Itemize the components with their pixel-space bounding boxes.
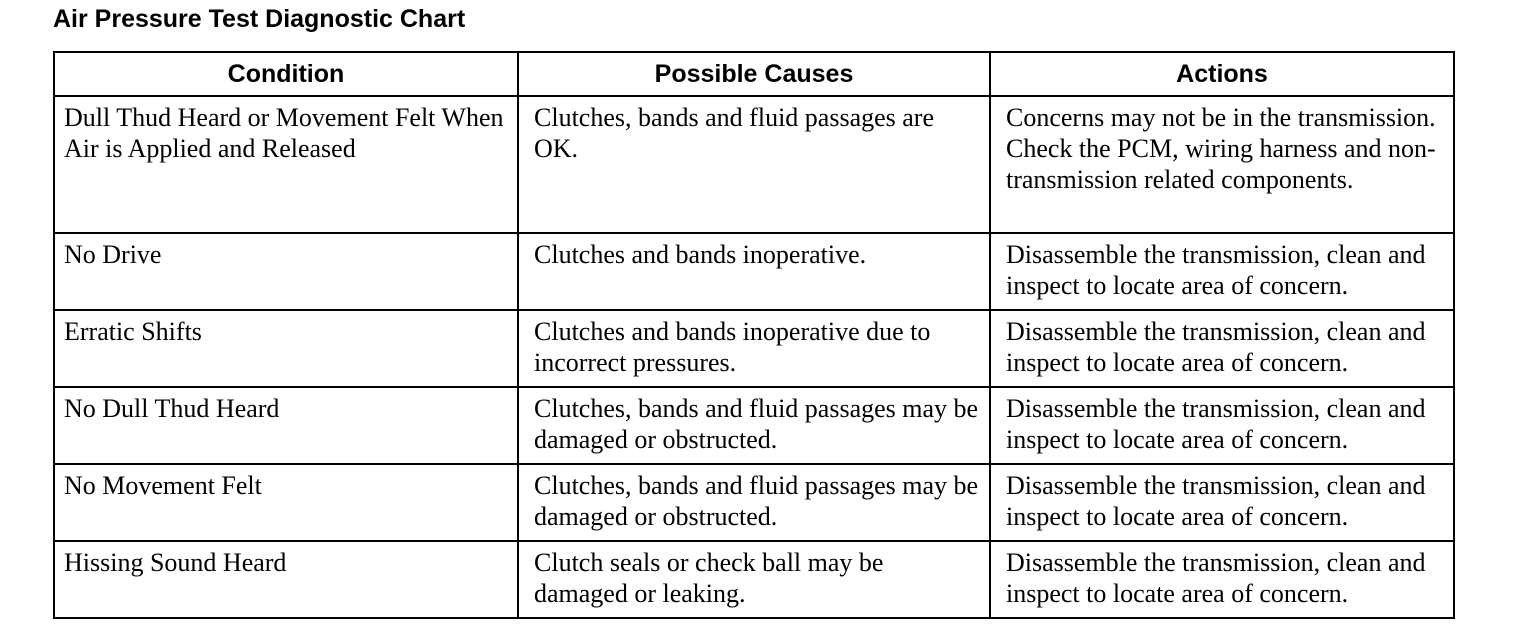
condition-cell: No Drive: [54, 233, 518, 310]
condition-cell: Erratic Shifts: [54, 310, 518, 387]
cause-cell: Clutches and bands inoperative due to incorrect pressures.: [518, 310, 990, 387]
cause-cell: Clutches, bands and fluid passages are OK.: [518, 96, 990, 233]
cause-cell: Clutch seals or check ball may be damaged or leaking.: [518, 541, 990, 618]
header-row: [54, 52, 1454, 96]
diagnostic-table: [53, 51, 1455, 619]
table-row: [54, 541, 1454, 618]
column-header-condition: Condition: [54, 52, 518, 96]
column-header-actions: Actions: [990, 52, 1454, 96]
table-row: [54, 464, 1454, 541]
condition-cell: No Dull Thud Heard: [54, 387, 518, 464]
condition-cell: No Movement Felt: [54, 464, 518, 541]
action-cell: Disassemble the transmission, clean and inspect to locate area of concern.: [990, 464, 1454, 541]
action-cell: Disassemble the transmission, clean and inspect to locate area of concern.: [990, 387, 1454, 464]
cause-cell: Clutches and bands inoperative.: [518, 233, 990, 310]
chart-title: Air Pressure Test Diagnostic Chart: [53, 5, 466, 33]
cause-cell: Clutches, bands and fluid passages may be damaged or obstructed.: [518, 387, 990, 464]
table-row: [54, 310, 1454, 387]
condition-cell: Hissing Sound Heard: [54, 541, 518, 618]
action-cell: Disassemble the transmission, clean and inspect to locate area of concern.: [990, 233, 1454, 310]
cause-cell: Clutches, bands and fluid passages may be damaged or obstructed.: [518, 464, 990, 541]
table-row: [54, 96, 1454, 233]
action-cell: Concerns may not be in the transmission. Check the PCM, wiring harness and non-transmission related components.: [990, 96, 1454, 233]
condition-cell: Dull Thud Heard or Movement Felt When Air is Applied and Released: [54, 96, 518, 233]
column-header-possible-causes: Possible Causes: [518, 52, 990, 96]
action-cell: Disassemble the transmission, clean and inspect to locate area of concern.: [990, 541, 1454, 618]
action-cell: Disassemble the transmission, clean and inspect to locate area of concern.: [990, 310, 1454, 387]
table-row: [54, 387, 1454, 464]
table-row: [54, 233, 1454, 310]
